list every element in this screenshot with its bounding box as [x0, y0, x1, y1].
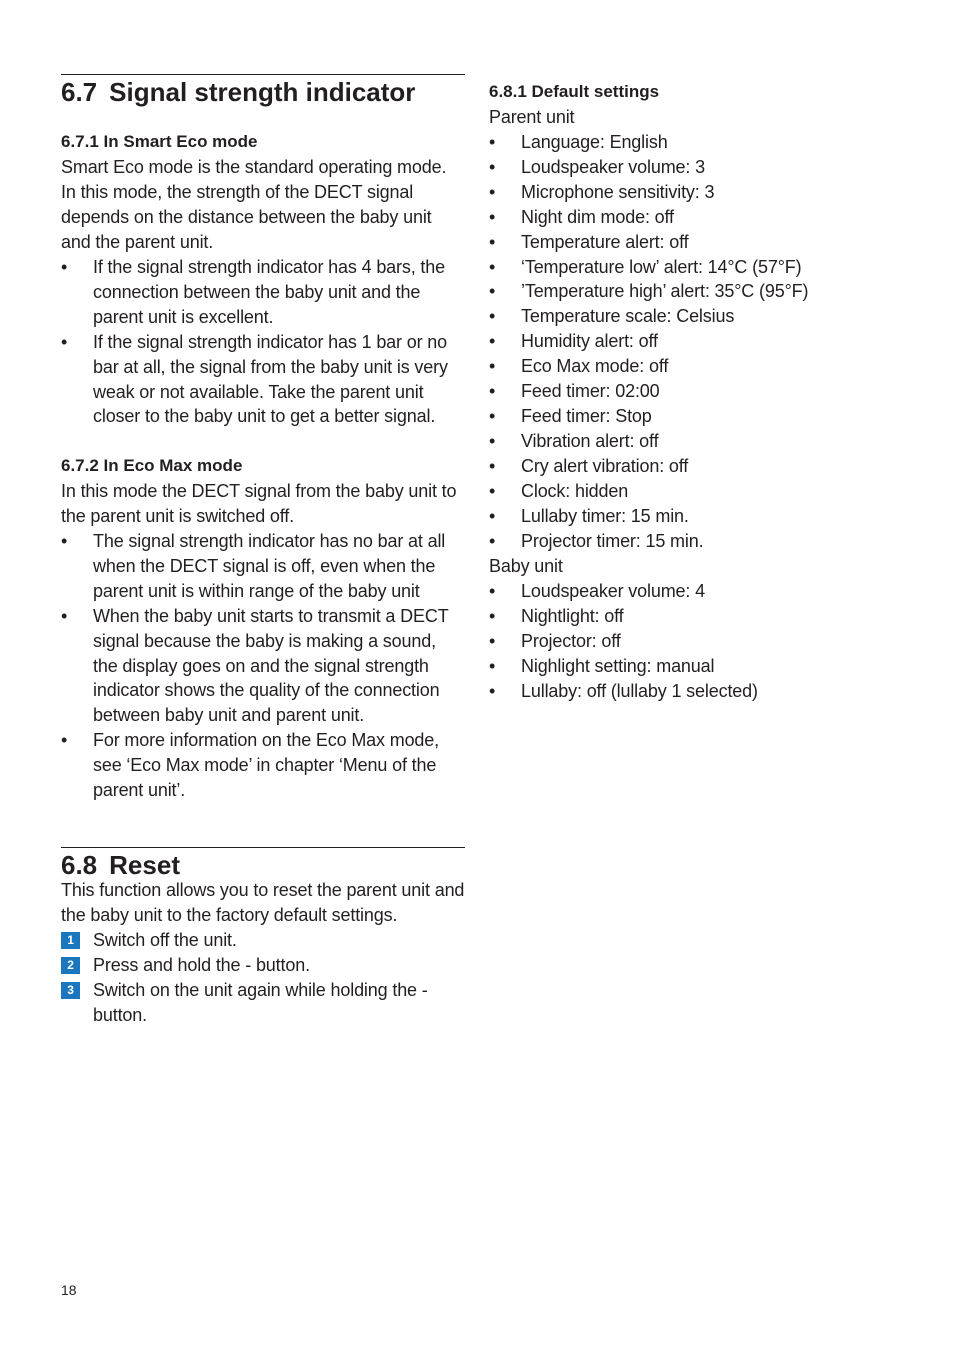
- bullet: •: [489, 680, 496, 701]
- step-number-badge: 3: [61, 982, 80, 999]
- bullet: •: [489, 430, 496, 451]
- list-item-text: When the baby unit starts to transmit a DECT signal because the baby is making a sound, the display goes on and the signal strength indicator shows the quality of the connection between baby unit and parent unit.: [93, 605, 449, 726]
- list-item: [61, 529, 465, 604]
- list-item-text: If the signal strength indicator has 1 bar or no bar at all, the signal from the baby unit is very weak or not available. Take the parent unit closer to the baby unit to get a better signal.: [93, 331, 448, 427]
- bullet: •: [489, 331, 496, 352]
- list-item: [489, 180, 889, 205]
- list-item: [489, 329, 889, 354]
- list-item-text: Humidity alert: off: [521, 331, 658, 352]
- bullet: •: [489, 455, 496, 476]
- list-item: [489, 504, 889, 529]
- step-text: Press and hold the - button.: [93, 954, 310, 975]
- bullet: •: [489, 281, 496, 302]
- bullet: •: [489, 306, 496, 327]
- parent-unit-label: Parent unit: [489, 107, 575, 127]
- bullet: •: [489, 356, 496, 377]
- list-item-text: Cry alert vibration: off: [521, 455, 689, 476]
- bullet: •: [61, 605, 68, 626]
- list-item: [489, 155, 889, 180]
- section-title: Signal strength indicator: [109, 77, 416, 107]
- subsection-6-7-1-intro: Smart Eco mode is the standard operating mode. In this mode, the strength of the DECT signal depends on the distance between the baby unit and the parent unit.: [61, 157, 447, 252]
- list-item: [489, 579, 889, 604]
- list-item: [489, 404, 889, 429]
- reset-steps: [61, 928, 465, 1028]
- section-6-8-heading: [61, 847, 465, 880]
- bullet: •: [489, 605, 496, 626]
- bullet: •: [489, 156, 496, 177]
- list-item: [489, 379, 889, 404]
- subsection-6-7-2-bullets: [61, 529, 465, 803]
- list-item-text: Temperature alert: off: [521, 231, 689, 252]
- section-6-7-heading: [61, 74, 465, 107]
- bullet: •: [489, 505, 496, 526]
- bullet: •: [489, 231, 496, 252]
- list-item: [489, 604, 889, 629]
- list-item-text: Projector: off: [521, 630, 621, 651]
- step-item: [61, 953, 465, 978]
- list-item: [61, 604, 465, 729]
- step-text: Switch on the unit again while holding the - button.: [93, 979, 428, 1025]
- list-item: [489, 429, 889, 454]
- step-item: [61, 928, 465, 953]
- list-item: [489, 479, 889, 504]
- list-item-text: Lullaby: off (lullaby 1 selected): [521, 680, 758, 701]
- list-item-text: If the signal strength indicator has 4 bars, the connection between the baby unit and the parent unit is excellent.: [93, 257, 446, 327]
- list-item: [489, 230, 889, 255]
- list-item: [489, 304, 889, 329]
- list-item-text: Feed timer: 02:00: [521, 381, 660, 402]
- parent-unit-defaults: [489, 130, 889, 553]
- list-item-text: Vibration alert: off: [521, 430, 659, 451]
- list-item: [489, 454, 889, 479]
- list-item-text: Microphone sensitivity: 3: [521, 181, 715, 202]
- subsection-6-8-1-heading: 6.8.1 Default settings: [489, 82, 660, 101]
- list-item-text: Lullaby timer: 15 min.: [521, 505, 689, 526]
- step-number-badge: 2: [61, 957, 80, 974]
- list-item-text: Temperature scale: Celsius: [521, 306, 735, 327]
- list-item-text: ’Temperature high’ alert: 35°C (95°F): [521, 281, 809, 302]
- subsection-6-7-1-bullets: [61, 255, 465, 429]
- list-item: [489, 255, 889, 280]
- step-number-badge: 1: [61, 932, 80, 949]
- bullet: •: [489, 206, 496, 227]
- list-item: [489, 130, 889, 155]
- list-item: [489, 529, 889, 554]
- subsection-6-7-2-intro: In this mode the DECT signal from the baby unit to the parent unit is switched off.: [61, 481, 457, 526]
- bullet: •: [61, 531, 68, 551]
- list-item: [489, 654, 889, 679]
- section-number: 6.8: [61, 850, 98, 880]
- list-item-text: The signal strength indicator has no bar at all when the DECT signal is off, even when the parent unit is within range of the baby unit: [93, 531, 446, 601]
- bullet: •: [489, 655, 496, 676]
- list-item: [489, 679, 889, 704]
- list-item-text: ‘Temperature low’ alert: 14°C (57°F): [521, 256, 802, 277]
- section-6-8-intro: This function allows you to reset the parent unit and the baby unit to the factory default settings.: [61, 880, 465, 925]
- list-item-text: Loudspeaker volume: 3: [521, 156, 705, 177]
- list-item-text: Language: English: [521, 132, 668, 152]
- list-item: [61, 255, 465, 330]
- baby-unit-defaults: [489, 579, 889, 704]
- list-item: [489, 629, 889, 654]
- bullet: •: [489, 405, 496, 426]
- list-item-text: Loudspeaker volume: 4: [521, 581, 705, 601]
- list-item: [61, 330, 465, 430]
- page-number: 18: [61, 1282, 77, 1298]
- step-item: [61, 978, 465, 1028]
- list-item-text: Eco Max mode: off: [521, 356, 669, 377]
- bullet: •: [61, 257, 68, 277]
- bullet: •: [61, 730, 68, 751]
- list-item: [61, 728, 465, 803]
- baby-unit-label: Baby unit: [489, 556, 563, 576]
- list-item-text: Clock: hidden: [521, 480, 629, 501]
- list-item-text: Nighlight setting: manual: [521, 655, 715, 676]
- bullet: •: [489, 530, 496, 551]
- step-text: Switch off the unit.: [93, 930, 237, 950]
- bullet: •: [489, 256, 496, 277]
- section-title: Reset: [109, 850, 180, 880]
- list-item-text: Feed timer: Stop: [521, 405, 652, 426]
- bullet: •: [489, 480, 496, 501]
- subsection-6-7-1-heading: 6.7.1 In Smart Eco mode: [61, 132, 258, 151]
- list-item-text: Nightlight: off: [521, 605, 624, 626]
- bullet: •: [61, 331, 68, 352]
- list-item-text: Projector timer: 15 min.: [521, 530, 704, 551]
- bullet: •: [489, 581, 496, 601]
- bullet: •: [489, 381, 496, 402]
- list-item: [489, 205, 889, 230]
- bullet: •: [489, 181, 496, 202]
- section-number: 6.7: [61, 77, 98, 107]
- list-item-text: Night dim mode: off: [521, 206, 674, 227]
- bullet: •: [489, 630, 496, 651]
- list-item-text: For more information on the Eco Max mode, see ‘Eco Max mode’ in chapter ‘Menu of the parent unit’.: [93, 730, 440, 801]
- subsection-6-7-2-heading: 6.7.2 In Eco Max mode: [61, 456, 243, 475]
- list-item: [489, 279, 889, 304]
- bullet: •: [489, 132, 496, 152]
- list-item: [489, 354, 889, 379]
